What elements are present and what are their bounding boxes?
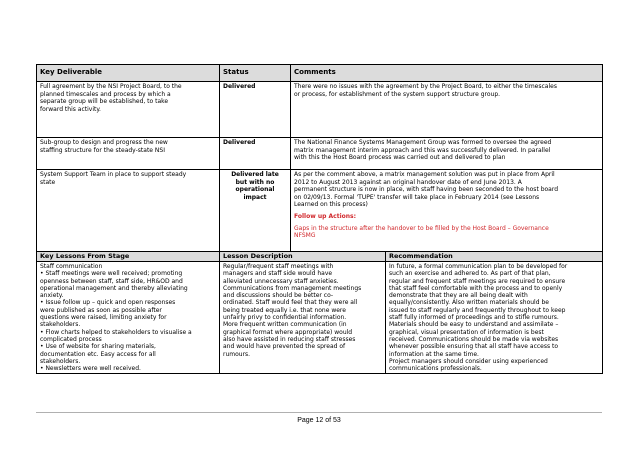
text-line: communications professionals. bbox=[389, 365, 482, 373]
text-line: received. Communications should be made via websites bbox=[389, 335, 559, 343]
text-line: staff fully informed of proceedings and to stifle rumours. bbox=[389, 314, 559, 322]
text-line: impact bbox=[243, 193, 267, 201]
text-line: ordinated. Staff would feel that they were all bbox=[223, 299, 358, 307]
text-line: Staff communication bbox=[40, 263, 103, 270]
text-line: graphical format where appropriate) would bbox=[223, 328, 353, 336]
text-line: Project managers should consider using experienced bbox=[389, 357, 548, 365]
text-line: were published as soon as possible after bbox=[40, 306, 162, 314]
text-line: state bbox=[40, 178, 56, 186]
text-line: that staff feel comfortable with the process and to openly bbox=[389, 284, 563, 292]
text-line: Learned on this process) bbox=[294, 201, 368, 209]
status-cell bbox=[220, 170, 291, 256]
text-line: and discussions should be better co- bbox=[223, 292, 334, 300]
page-number: Page 12 of 53 bbox=[297, 417, 341, 424]
lessons-table bbox=[36, 251, 603, 374]
text-line: Gaps in the structure after the handover to be filled by the Host Board – Governance bbox=[294, 224, 549, 232]
text-line: information at the same time. bbox=[389, 350, 479, 358]
text-line: Delivered bbox=[223, 83, 256, 90]
status-cell bbox=[220, 82, 291, 138]
text-line: issued to staff regularly and frequently throughout to keep bbox=[389, 306, 566, 314]
text-line: Regular/frequent staff meetings with bbox=[223, 263, 334, 270]
deliverable-cell bbox=[37, 138, 220, 170]
text-line: demonstrate that they are all being dealt with bbox=[389, 292, 528, 300]
text-line: with this the Host Board process was carried out and delivered to plan bbox=[294, 154, 506, 162]
text-line: unfairly privy to confidential information. bbox=[223, 314, 347, 322]
text-line: Materials should be easy to understand and assimilate – bbox=[389, 321, 559, 329]
lesson-stage-cell bbox=[37, 262, 220, 374]
text-line: Delivered late bbox=[231, 171, 279, 178]
text-line: As per the comment above, a matrix management solution was put in place from April bbox=[294, 171, 555, 178]
text-line: In future, a formal communication plan to be developed for bbox=[389, 263, 568, 270]
text-line: NFSMG bbox=[294, 232, 316, 240]
text-line: permanent structure is now in place, with staff having been seconded to the host board bbox=[294, 186, 559, 194]
text-line: anxiety. bbox=[40, 292, 64, 300]
text-line: forward this activity. bbox=[40, 105, 101, 113]
text-line: rumours. bbox=[223, 350, 251, 358]
text-line: More frequent written communication (in bbox=[223, 321, 347, 329]
table-row bbox=[37, 262, 603, 374]
comments-cell bbox=[291, 82, 603, 138]
text-line: documentation etc. Easy access for all bbox=[40, 350, 156, 358]
text-line: Communications from management meetings bbox=[223, 284, 362, 292]
text-line: but with no bbox=[235, 178, 275, 186]
header-key-lessons: Key Lessons From Stage bbox=[37, 252, 220, 262]
comments-text bbox=[294, 171, 599, 209]
text-line: alleviated unnecessary staff anxieties. bbox=[223, 277, 339, 285]
text-line: graphical, visual presentation of information is best bbox=[389, 328, 544, 336]
text-line: on 02/09/13. Formal 'TUPE' transfer will take place in February 2014 (see Lessons bbox=[294, 193, 540, 201]
text-line: • Flow charts helped to stakeholders to visualise a bbox=[40, 328, 192, 336]
text-line: Full agreement by the NSI Project Board, to the bbox=[40, 83, 182, 90]
header-recommendation: Recommendation bbox=[386, 252, 603, 262]
follow-up-title: Follow up Actions: bbox=[294, 212, 356, 220]
text-line: The National Finance Systems Management Group was formed to oversee the agreed bbox=[294, 139, 552, 146]
text-line: also have assisted in reducing staff stresses bbox=[223, 335, 356, 343]
lesson-recommendation-cell bbox=[386, 262, 603, 374]
header-status: Status bbox=[220, 65, 291, 82]
lesson-description-cell bbox=[220, 262, 386, 374]
footer-divider bbox=[36, 412, 602, 413]
text-line: equally/consistently. Also written materials should be bbox=[389, 299, 549, 307]
deliverable-cell bbox=[37, 82, 220, 138]
text-line: or process, for establishment of the system support structure group. bbox=[294, 90, 501, 98]
table-row bbox=[37, 82, 603, 138]
text-line: operational bbox=[235, 186, 275, 194]
text-line: and would have prevented the spread of bbox=[223, 343, 346, 351]
status-cell bbox=[220, 138, 291, 170]
text-line: openness between staff, staff side, HR&OD and bbox=[40, 277, 183, 285]
text-line: Sub-group to design and progress the new bbox=[40, 139, 168, 146]
text-line: stakeholders. bbox=[40, 357, 81, 365]
text-line: There were no issues with the agreement by the Project Board, to either the timescales bbox=[294, 83, 557, 90]
text-line: regular and frequent staff meetings are required to ensure bbox=[389, 277, 566, 285]
table-row bbox=[37, 138, 603, 170]
text-line: stakeholders. bbox=[40, 321, 81, 329]
text-line: Delivered bbox=[223, 139, 256, 146]
text-line: whenever possible ensuring that all staff have access to bbox=[389, 343, 559, 351]
comments-cell bbox=[291, 138, 603, 170]
text-line: separate group will be established, to take bbox=[40, 98, 169, 106]
text-line: planned timescales and process by which a bbox=[40, 90, 171, 98]
text-line: questions were raised, limiting anxiety for bbox=[40, 314, 167, 322]
text-line: • Newsletters were well received. bbox=[40, 365, 141, 373]
text-line: operational management and thereby alleviating bbox=[40, 284, 188, 292]
text-line: 2012 to August 2013 against an original handover date of end June 2013. A bbox=[294, 178, 522, 186]
follow-up-text bbox=[294, 225, 599, 240]
header-key-deliverable: Key Deliverable bbox=[37, 65, 220, 82]
comments-cell bbox=[291, 170, 603, 256]
text-line: • Use of website for sharing materials, bbox=[40, 343, 156, 351]
header-comments: Comments bbox=[291, 65, 603, 82]
text-line: matrix management interim approach and this was successfully delivered. In parallel bbox=[294, 146, 551, 154]
header-lesson-description: Lesson Description bbox=[220, 252, 386, 262]
text-line: staffing structure for the steady-state NSI bbox=[40, 146, 165, 154]
text-line: being treated equally i.e. that none were bbox=[223, 306, 346, 314]
table-row bbox=[37, 170, 603, 256]
lessons-header-row bbox=[37, 252, 603, 262]
text-line: • Issue follow up – quick and open responses bbox=[40, 299, 176, 307]
text-line: complicated process bbox=[40, 335, 102, 343]
text-line: managers and staff side would have bbox=[223, 270, 333, 278]
deliverables-header-row bbox=[37, 65, 603, 82]
text-line: • Staff meetings were well received; promoting bbox=[40, 270, 183, 278]
deliverables-table bbox=[36, 64, 603, 256]
deliverable-cell bbox=[37, 170, 220, 256]
text-line: System Support Team in place to support steady bbox=[40, 171, 187, 178]
text-line: such an exercise and adhered to. As part of that plan, bbox=[389, 270, 551, 278]
